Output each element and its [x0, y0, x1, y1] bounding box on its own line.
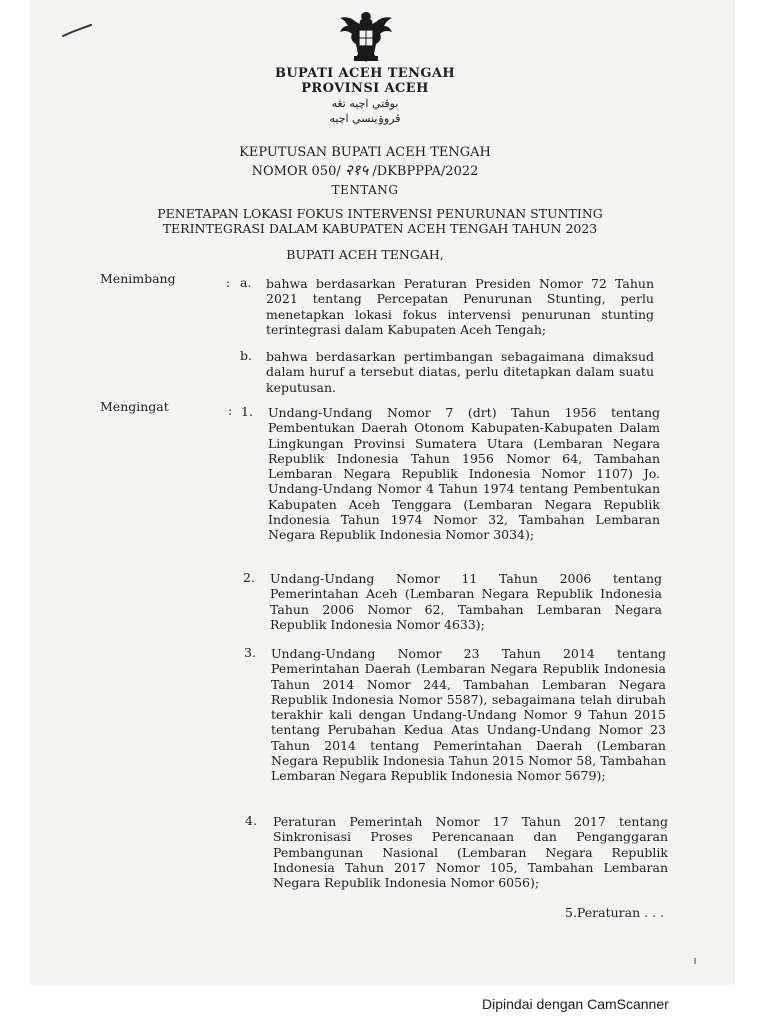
header-province: PROVINSI ACEH	[301, 81, 429, 96]
mengingat-label: Mengingat	[100, 399, 169, 414]
decree-number-handwritten: २१५	[344, 161, 369, 179]
garuda-emblem-icon	[336, 8, 396, 64]
mengingat-item-1-marker: 1.	[241, 404, 253, 419]
menimbang-item-a-marker: a.	[240, 275, 252, 290]
header-jawi-regent: بوڤتي اچيه تڠه	[331, 97, 399, 110]
decree-authority: BUPATI ACEH TENGAH,	[286, 247, 444, 262]
header-regent-title: BUPATI ACEH TENGAH	[274, 66, 456, 81]
mengingat-item-3-text: Undang-Undang Nomor 23 Tahun 2014 tentang Pemerintahan Daerah (Lembaran Negara Republik Indonesia Tahun 2014 Nomor 244, Tambahan Lembaran Negara Republik Indonesia Nomor 5587), sebagaimana telah dirubah terakhir kali dengan Undang-Undang Nomor 9 Tahun 2015 tentang Perubahan Kedua Atas Undang-Undang Nomor 23 Tahun 2014 tentang Pemerintahan Daerah (Lembaran Negara Republik Indonesia Tahun 2015 Nomor 58, Tambahan Lembaran Negara Republik Indonesia Nomor 5679);	[271, 646, 666, 784]
menimbang-label: Menimbang	[100, 271, 176, 286]
mengingat-item-3-marker: 3.	[244, 645, 256, 660]
next-page-catchword: 5.Peraturan . . .	[565, 905, 664, 920]
mengingat-item-2-marker: 2.	[243, 570, 255, 585]
decree-subject-line2: TERINTEGRASI DALAM KABUPATEN ACEH TENGAH TAHUN 2023	[162, 221, 598, 236]
mengingat-item-2-text: Undang-Undang Nomor 11 Tahun 2006 tentang Pemerintahan Aceh (Lembaran Negara Republik Indonesia Tahun 2006 Nomor 62, Tambahan Lembaran Negara Republik Indonesia Nomor 4633);	[270, 571, 662, 632]
menimbang-item-b-marker: b.	[240, 348, 252, 363]
mengingat-item-1-text: Undang-Undang Nomor 7 (drt) Tahun 1956 tentang Pembentukan Daerah Otonom Kabupaten-Kabupaten Dalam Lingkungan Provinsi Sumatera Utara (Lembaran Negara Republik Indonesia Tahun 1956 Nomor 64, Tambahan Lembaran Negara Republik Indonesia Nomor 1107) Jo. Undang-Undang Nomor 4 Tahun 1974 tentang Pembentukan Kabupaten Aceh Tenggara (Lembaran Negara Republik Indonesia Tahun 1974 Nomor 32, Tambahan Lembaran Negara Republik Indonesia Nomor 3034);	[268, 405, 660, 543]
decree-subject-line1: PENETAPAN LOKASI FOKUS INTERVENSI PENURUNAN STUNTING	[157, 206, 603, 221]
decree-about: TENTANG	[331, 183, 399, 197]
menimbang-item-a-text: bahwa berdasarkan Peraturan Presiden Nomor 72 Tahun 2021 tentang Percepatan Penurunan Stunting, perlu menetapkan lokasi fokus intervensi penurunan stunting terintegrasi dalam Kabupaten Aceh Tengah;	[266, 276, 654, 337]
decree-number-suffix: /DKBPPPA/2022	[372, 164, 479, 179]
mengingat-item-4-text: Peraturan Pemerintah Nomor 17 Tahun 2017 tentang Sinkronisasi Proses Perencanaan dan Penganggaran Pembangunan Nasional (Lembaran Negara Republik Indonesia Tahun 2017 Nomor 105, Tambahan Lembaran Negara Republik Indonesia Nomor 6056);	[273, 814, 668, 891]
mengingat-item-4-marker: 4.	[245, 813, 257, 828]
decree-number-prefix: NOMOR 050/	[251, 164, 341, 179]
header-jawi-province: ڤروۏينسي اچيه	[329, 112, 401, 125]
scanner-watermark: Dipindai dengan CamScanner	[482, 996, 669, 1012]
pen-stroke-mark	[62, 24, 92, 38]
menimbang-colon: :	[226, 275, 231, 290]
decree-number	[200, 160, 530, 180]
menimbang-item-b-text: bahwa berdasarkan pertimbangan sebagaimana dimaksud dalam huruf a tersebut diatas, perlu ditetapkan dalam suatu keputusan.	[266, 349, 654, 395]
decree-title: KEPUTUSAN BUPATI ACEH TENGAH	[239, 145, 491, 160]
mengingat-colon: :	[228, 403, 233, 418]
scan-speck	[694, 958, 696, 964]
